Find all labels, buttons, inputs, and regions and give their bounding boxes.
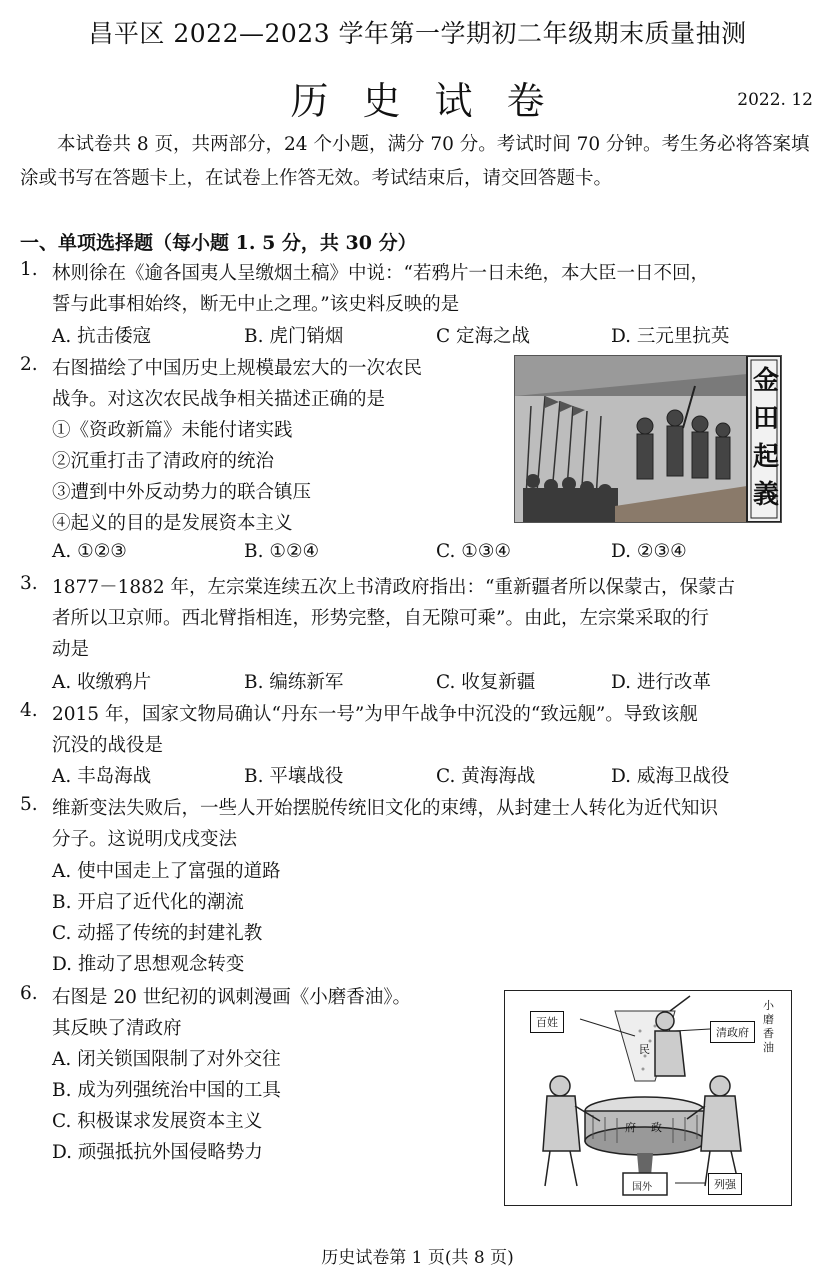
label-qing-government: 清政府 — [710, 1021, 755, 1043]
label-people: 百姓 — [530, 1011, 564, 1033]
q2-line: 右图描绘了中国历史上规模最宏大的一次农民 — [52, 358, 423, 379]
q3-option-d[interactable]: D. 进行改革 — [611, 672, 711, 693]
q6-option-c[interactable]: C. 积极谋求发展资本主义 — [52, 1111, 263, 1132]
q4-option-b[interactable]: B. 平壤战役 — [244, 766, 344, 787]
exam-date: 2022. 12 — [737, 90, 813, 110]
label-fu: 府 — [625, 1121, 636, 1134]
q3-line: 者所以卫京师。西北臂指相连，形势完整，自无隙可乘”。由此，左宗棠采取的行 — [52, 608, 709, 629]
q1-option-d[interactable]: D. 三元里抗英 — [611, 326, 730, 347]
label-min: 民 — [639, 1043, 650, 1056]
q4-option-c[interactable]: C. 黄海海战 — [436, 766, 536, 787]
q6-option-a[interactable]: A. 闭关锁国限制了对外交往 — [52, 1049, 281, 1070]
q2-option-d[interactable]: D. ②③④ — [611, 541, 687, 562]
uprising-illustration-icon — [515, 356, 781, 522]
q5-option-a[interactable]: A. 使中国走上了富强的道路 — [52, 861, 281, 882]
q1-option-c[interactable]: C 定海之战 — [436, 326, 531, 347]
q2-statement-4: ④起义的目的是发展资本主义 — [52, 513, 293, 534]
q5-number: 5. — [20, 794, 38, 815]
q3-line: 1877－1882 年，左宗棠连续五次上书清政府指出：“重新疆者所以保蒙古，保蒙古 — [52, 577, 736, 598]
q2-line: 战争。对这次农民战争相关描述正确的是 — [52, 389, 386, 410]
q6-line: 右图是 20 世纪初的讽刺漫画《小磨香油》。 — [52, 987, 412, 1008]
q6-option-d[interactable]: D. 顽强抵抗外国侵略势力 — [52, 1142, 263, 1163]
q5-line: 维新变法失败后，一些人开始摆脱传统旧文化的束缚，从封建士人转化为近代知识 — [52, 798, 719, 819]
q3-option-a[interactable]: A. 收缴鸦片 — [52, 672, 152, 693]
q2-option-a[interactable]: A. ①②③ — [52, 541, 127, 562]
q1-option-a[interactable]: A. 抗击倭寇 — [52, 326, 152, 347]
cartoon-title: 小磨香油 — [763, 999, 774, 1054]
q2-statement-1: ①《资政新篇》未能付诸实践 — [52, 420, 293, 441]
q1-option-b[interactable]: B. 虎门销烟 — [244, 326, 344, 347]
q2-statement-3: ③遭到中外反动势力的联合镇压 — [52, 482, 312, 503]
q2-statement-2: ②沉重打击了清政府的统治 — [52, 451, 275, 472]
label-powers: 列强 — [708, 1173, 742, 1195]
q6-line: 其反映了清政府 — [52, 1018, 182, 1039]
q2-option-c[interactable]: C. ①③④ — [436, 541, 512, 562]
page-footer: 历史试卷第 1 页(共 8 页) — [321, 1248, 514, 1268]
subject-title: 历史试卷 — [290, 79, 579, 123]
label-zheng: 政 — [651, 1121, 662, 1134]
q4-line: 沉没的战役是 — [52, 735, 164, 756]
cartoon-sesame-oil-image — [504, 990, 792, 1206]
q2-option-b[interactable]: B. ①②④ — [244, 541, 320, 562]
q5-line: 分子。这说明戊戌变法 — [52, 829, 238, 850]
q3-option-c[interactable]: C. 收复新疆 — [436, 672, 536, 693]
q4-option-a[interactable]: A. 丰岛海战 — [52, 766, 152, 787]
q3-option-b[interactable]: B. 编练新军 — [244, 672, 344, 693]
q4-option-d[interactable]: D. 威海卫战役 — [611, 766, 730, 787]
q4-number: 4. — [20, 700, 38, 721]
q3-number: 3. — [20, 573, 38, 594]
q5-option-c[interactable]: C. 动摇了传统的封建礼教 — [52, 923, 263, 944]
exam-notice: 本试卷共 8 页，共两部分，24 个小题，满分 70 分。考试时间 70 分钟。考生务必将答案填涂或书写在答题卡上，在试卷上作答无效。考试结束后，请交回答题卡。 — [20, 134, 810, 189]
q6-option-b[interactable]: B. 成为列强统治中国的工具 — [52, 1080, 281, 1101]
q1-line: 誓与此事相始终，断无中止之理。”该史料反映的是 — [52, 294, 460, 315]
jintian-uprising-image — [514, 355, 782, 523]
q1-line: 林则徐在《逾各国夷人呈缴烟土稿》中说：“若鸦片一日未绝，本大臣一日不回， — [52, 263, 709, 284]
q3-line: 动是 — [52, 639, 90, 660]
figure-caption: 金田起義 — [753, 366, 780, 510]
label-foreign: 国外 — [632, 1182, 652, 1193]
section-title: 一、单项选择题（每小题 1. 5 分，共 30 分） — [20, 232, 417, 254]
q5-option-d[interactable]: D. 推动了思想观念转变 — [52, 954, 245, 975]
q6-number: 6. — [20, 983, 38, 1004]
q1-number: 1. — [20, 259, 38, 280]
exam-title: 昌平区 2022—2023 学年第一学期初二年级期末质量抽测 — [88, 19, 747, 48]
q4-line: 2015 年，国家文物局确认“丹东一号”为甲午战争中沉没的“致远舰”。导致该舰 — [52, 704, 698, 725]
q2-number: 2. — [20, 354, 38, 375]
q5-option-b[interactable]: B. 开启了近代化的潮流 — [52, 892, 244, 913]
